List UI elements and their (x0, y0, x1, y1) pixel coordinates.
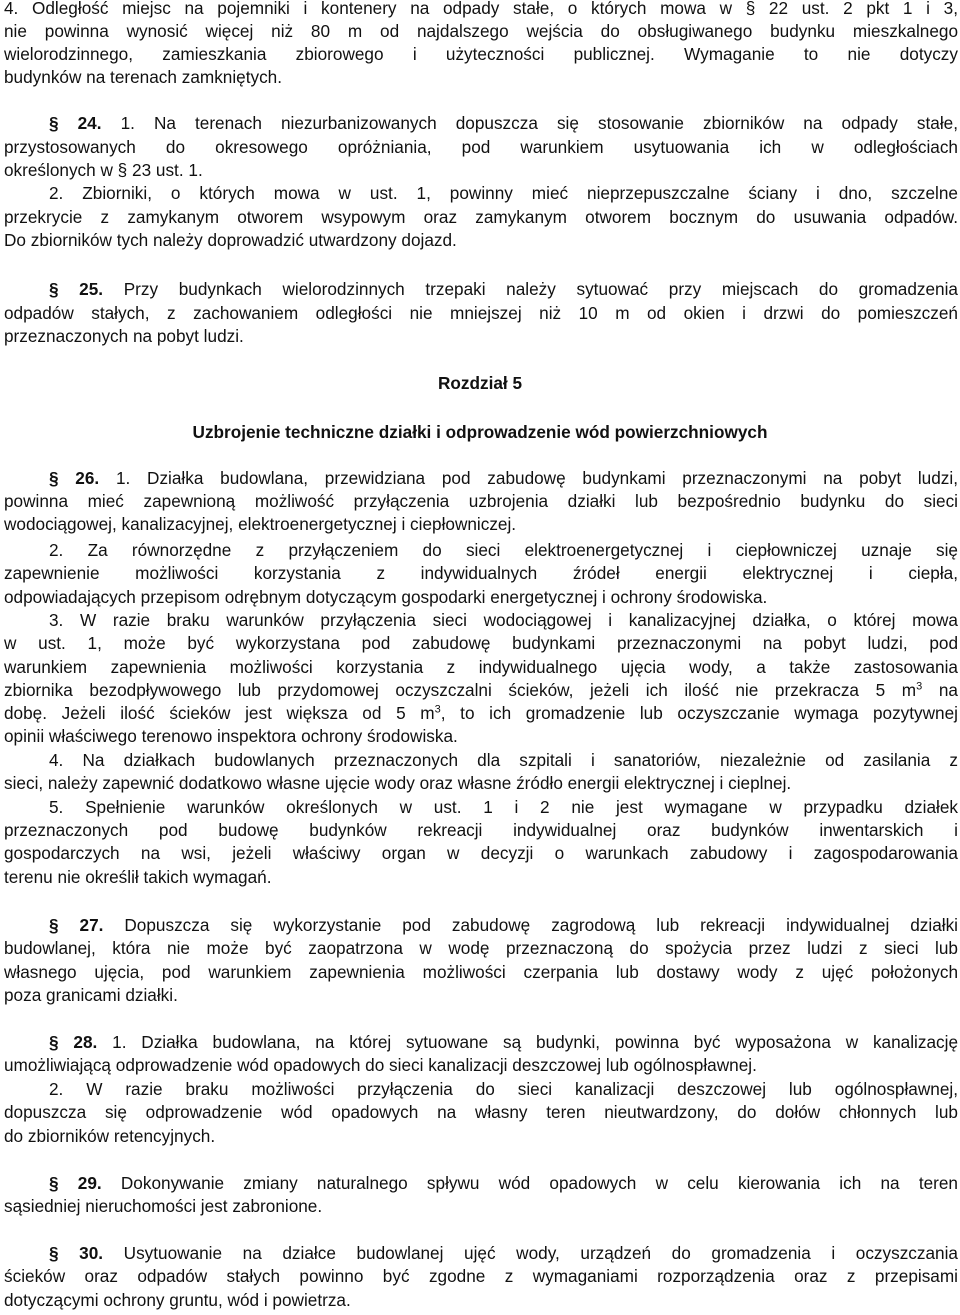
text-line: budynków na terenach zamkniętych. (4, 67, 283, 87)
text-line: wielorodzinnego, zamieszkania zbiorowego i użyteczności publicznej. Wymaganie to nie dotyczy (4, 44, 958, 64)
text-line: § 28. 1. Działka budowlana, na której sytuowane są budynki, powinna być wyposażona w kanalizację (49, 1032, 958, 1052)
text-line: warunkiem zapewnienia możliwości korzystania z indywidualnego ujęcia wody, a także zastosowania (4, 657, 958, 677)
text-line: 2. Za równorzędne z przyłączeniem do sieci elektroenergetycznej i ciepłowniczej uznaje się (49, 540, 958, 560)
section-number: § 27. (49, 915, 104, 935)
text-line: umożliwiającą odprowadzenie wód opadowych do sieci kanalizacji deszczowej lub ogólnospławnej. (4, 1055, 757, 1075)
text-line: zbiornika bezodpływowego lub przydomowej oczyszczalni ścieków, jeżeli ich ilość nie przekracza 5 $m^3$ na (4, 680, 958, 700)
text-line: 5. Spełnienie warunków określonych w ust. 1 i 2 nie jest wymagane w przypadku działek (49, 797, 958, 817)
section-number: § 28. (49, 1032, 98, 1052)
text-line: 2. Zbiorniki, o których mowa w ust. 1, powinny mieć nieprzepuszczalne ściany i dno, szczelne (49, 183, 958, 203)
text-line: odpadów stałych, z zachowaniem odległości nie mniejszej niż 10 m od okien i drzwi do pomieszczeń (4, 303, 958, 323)
text-line: do zbiorników retencyjnych. (4, 1126, 216, 1146)
text-line: 3. W razie braku warunków przyłączenia sieci wodociągowej i kanalizacyjnej działka, o której mowa (49, 610, 958, 630)
section-number: § 29. (49, 1173, 102, 1193)
section-number: § 26. (49, 468, 100, 488)
text-line: przeznaczonych na pobyt ludzi. (4, 326, 244, 346)
text-line: nie powinna wynosić więcej niż 80 m od najdalszego wejścia do obsługiwanego budynku mieszkalnego (4, 21, 958, 41)
text-line: przeznaczonych pod budowę budynków rekreacji indywidualnej oraz budynków inwentarskich i (4, 820, 958, 840)
section-number: § 25. (49, 279, 104, 299)
text-line: terenu nie określił takich wymagań. (4, 867, 272, 887)
section-number: § 24. (49, 113, 102, 133)
text-line: 2. W razie braku możliwości przyłączenia do sieci kanalizacji deszczowej lub ogólnospławnej, (49, 1079, 958, 1099)
text-line: § 29. Dokonywanie zmiany naturalnego spływu wód opadowych w celu kierowania ich na teren (49, 1173, 958, 1193)
text-line: ścieków oraz odpadów stałych powinno być zgodne z wymaganiami rozporządzenia oraz z przepisami (4, 1266, 958, 1286)
text-line: określonych w § 23 ust. 1. (4, 160, 203, 180)
text-line: sąsiedniej nieruchomości jest zabronione. (4, 1196, 323, 1216)
text-line: sieci, należy zapewnić dodatkowo własne ujęcie wody oraz własne źródło energii elektrycznej i cieplnej. (4, 773, 792, 793)
section-number: § 30. (49, 1243, 104, 1263)
text-line: 4. Odległość miejsc na pojemniki i kontenery na odpady stałe, o których mowa w § 22 ust. 2 pkt 1 i 3, (4, 0, 958, 18)
text-line: opinii właściwego terenowo inspektora ochrony środowiska. (4, 726, 458, 746)
text-line: dobę. Jeżeli ilość ścieków jest większa od 5 $m^3$, to ich gromadzenie lub oczyszczanie wymaga pozytywnej (4, 703, 958, 723)
text-line: § 25. Przy budynkach wielorodzinnych trzepaki należy sytuować przy miejscach do gromadzenia (49, 279, 958, 299)
text-line: § 24. 1. Na terenach niezurbanizowanych dopuszcza się stosowanie zbiorników na odpady stałe, (49, 113, 958, 133)
text-line: wodociągowej, kanalizacyjnej, elektroenergetycznej i ciepłowniczej. (4, 514, 517, 534)
text-line: gospodarczych na wsi, jeżeli właściwy organ w decyzji o warunkach zabudowy i zagospodarowania (4, 843, 958, 863)
text-line: zapewnienie możliwości korzystania z indywidualnych źródeł energii elektrycznej i ciepła, (4, 563, 958, 583)
text-line: własnego ujęcia, pod warunkiem zapewnienia możliwości czerpania lub dostawy wody z ujęć położonych (4, 962, 958, 982)
text-line: dotyczącymi ochrony gruntu, wód i powietrza. (4, 1290, 351, 1310)
text-line: przekrycie z zamykanym otworem wsypowym oraz zamykanym otworem bocznym do usuwania odpadów. (4, 207, 958, 227)
text-line: § 30. Usytuowanie na działce budowlanej ujęć wody, urządzeń do gromadzenia i oczyszczania (49, 1243, 958, 1263)
text-line: § 27. Dopuszcza się wykorzystanie pod zabudowę zagrodową lub rekreacji indywidualnej działki (49, 915, 958, 935)
text-line: poza granicami działki. (4, 985, 178, 1005)
text-line: w ust. 1, może być wykorzystana pod zabudowę budynkami przeznaczonymi na pobyt ludzi, pod (4, 633, 958, 653)
text-line: dopuszcza się odprowadzenie wód opadowych na własny teren nieutwardzony, do dołów chłonnych lub (4, 1102, 958, 1122)
chapter-title: Uzbrojenie techniczne działki i odprowadzenie wód powierzchniowych (192, 422, 768, 442)
superscript: 3 (434, 703, 441, 716)
text-line: budowlanej, która nie może być zaopatrzona w wodę przeznaczoną do spożycia przez ludzi z sieci lub (4, 938, 958, 958)
text-line: § 26. 1. Działka budowlana, przewidziana pod zabudowę budynkami przeznaczonymi na pobyt ludzi, (49, 468, 958, 488)
text-line: 4. Na działkach budowlanych przeznaczonych dla szpitali i sanatoriów, niezależnie od zasilania z (49, 750, 958, 770)
text-line: powinna mieć zapewnioną możliwość przyłączenia uzbrojenia działki lub bezpośrednio budynku do sieci (4, 491, 958, 511)
superscript: 3 (916, 680, 923, 693)
text-line: Do zbiorników tych należy doprowadzić utwardzony dojazd. (4, 230, 457, 250)
text-line: przystosowanych do okresowego opróżniania, pod warunkiem usytuowania ich w odległościach (4, 137, 958, 157)
chapter-number: Rozdział 5 (437, 373, 523, 393)
text-line: odpowiadających przepisom odrębnym dotyczącym gospodarki energetycznej i ochrony środowiska. (4, 587, 768, 607)
